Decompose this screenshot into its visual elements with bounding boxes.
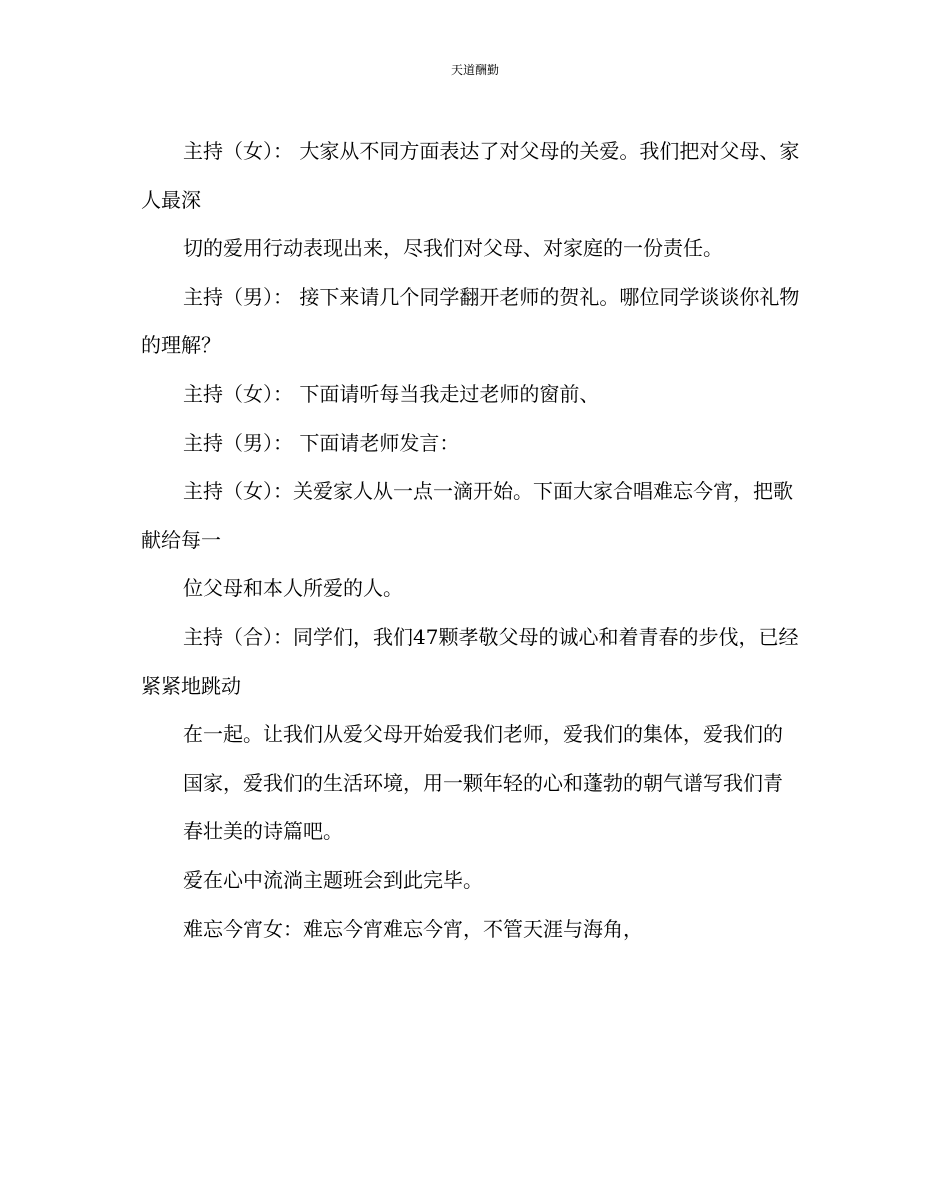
paragraph: 在一起。让我们从爱父母开始爱我们老师，爱我们的集体，爱我们的 — [183, 722, 783, 747]
paragraph: 主持（男）： 下面请老师发言： — [183, 430, 460, 455]
page-header: 天道酬勤 — [450, 63, 499, 77]
paragraph: 难忘今宵女：难忘今宵难忘今宵，不管天涯与海角， — [183, 916, 643, 941]
paragraph: 国家，爱我们的生活环境，用一颗年轻的心和蓬勃的朝气谱写我们青 — [183, 770, 783, 795]
paragraph: 主持（男）： 接下来请几个同学翻开老师的贺礼。哪位同学谈谈你礼物的理解？ — [141, 284, 800, 358]
paragraph: 主持（合）：同学们，我们47颗孝敬父母的诚心和着青春的步伐，已经紧紧地跳动 — [141, 624, 799, 698]
paragraph: 位父母和本人所爱的人。 — [183, 576, 403, 601]
paragraph: 爱在心中流淌主题班会到此完毕。 — [183, 867, 483, 892]
paragraph: 春壮美的诗篇吧。 — [183, 819, 343, 844]
document-body — [141, 127, 805, 953]
paragraph: 切的爱用行动表现出来，尽我们对父母、对家庭的一份责任。 — [183, 236, 723, 261]
paragraph: 主持（女）：关爱家人从一点一滴开始。下面大家合唱难忘今宵，把歌献给每一 — [141, 479, 793, 552]
paragraph: 主持（女）： 下面请听每当我走过老师的窗前、 — [183, 381, 600, 406]
paragraph: 主持（女）： 大家从不同方面表达了对父母的关爱。我们把对父母、家人最深 — [141, 139, 800, 212]
